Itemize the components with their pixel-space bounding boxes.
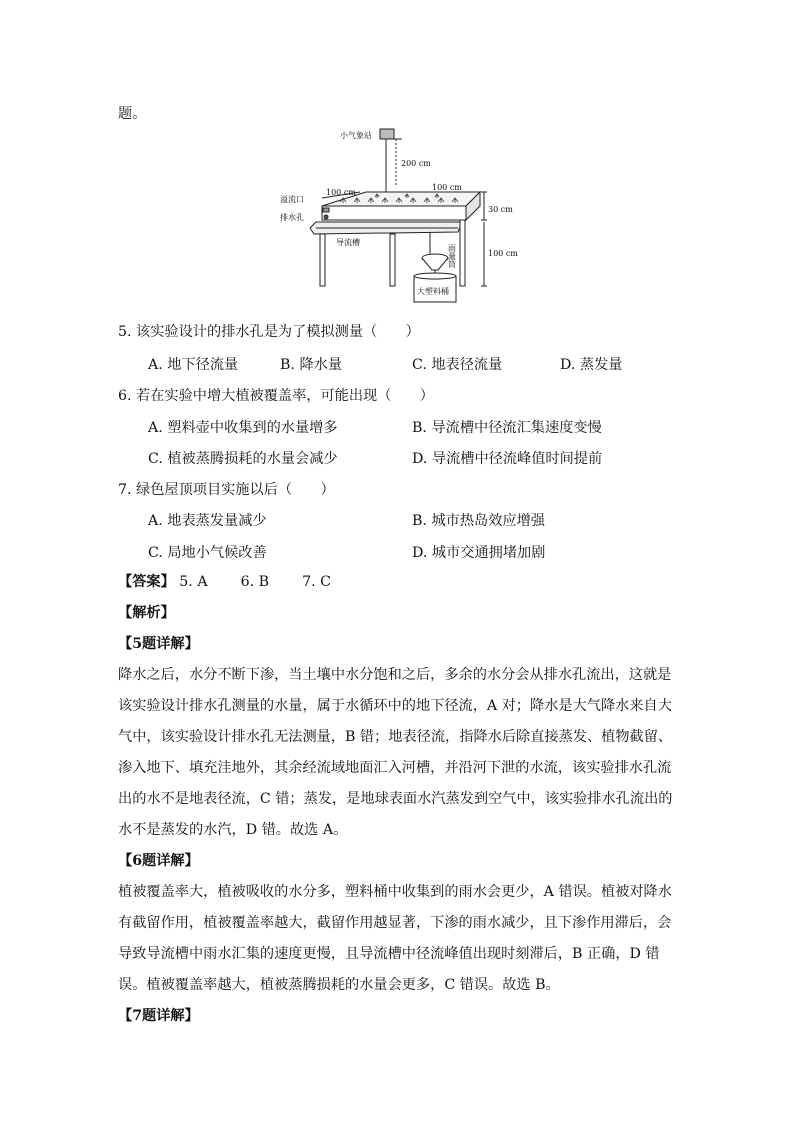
label-drain-hole: 排水孔 bbox=[280, 213, 304, 222]
answer-label: 【答案】 bbox=[118, 574, 175, 590]
q5-option-d: D. 蒸发量 bbox=[560, 357, 623, 373]
q6-detail-line: 植被覆盖率大，植被吸收的水分多，塑料桶中收集到的雨水会更少，A 错误。植被对降水 bbox=[118, 884, 672, 900]
answer-row bbox=[118, 572, 331, 592]
q7-option-a: A. 地表蒸发量减少 bbox=[148, 513, 267, 529]
answer-item-5: 5. A bbox=[179, 574, 208, 590]
q5-option-c: C. 地表径流量 bbox=[412, 357, 503, 373]
experiment-diagram bbox=[270, 124, 530, 312]
label-rain-gauge: 雨量筒 bbox=[447, 244, 457, 268]
drain-hole bbox=[324, 215, 328, 219]
label-overflow-outlet: 溢流口 bbox=[280, 195, 304, 204]
q5-detail-line: 水不是蒸发的水汽，D 错。故选 A。 bbox=[118, 822, 348, 838]
q6-detail-title: 【6题详解】 bbox=[118, 853, 199, 869]
label-plastic-bucket: 大塑料桶 bbox=[417, 287, 449, 296]
analysis-label: 【解析】 bbox=[118, 605, 175, 621]
question-7-stem: 7. 绿色屋顶项目实施以后（ ） bbox=[118, 482, 335, 498]
q6-option-b: B. 导流槽中径流汇集速度变慢 bbox=[412, 420, 602, 436]
leg-back-right bbox=[460, 220, 465, 286]
q6-detail-line: 导致导流槽中雨水汇集的速度更慢，且导流槽中径流峰值出现时刻滞后，B 正确，D 错 bbox=[118, 946, 660, 962]
q5-detail-line: 该实验设计排水孔测量的水量，属于水循环中的地下径流，A 对；降水是大气降水来自大 bbox=[118, 698, 672, 714]
label-height-200: 200 cm bbox=[401, 159, 431, 168]
q6-detail-line: 误。植被覆盖率越大，植被蒸腾损耗的水量会更多，C 错误。故选 B。 bbox=[118, 977, 560, 993]
q5-detail-line: 降水之后，水分不断下渗，当土壤中水分饱和之后，多余的水分会从排水孔流出，这就是 bbox=[118, 667, 672, 683]
q5-detail-line: 渗入地下、填充洼地外，其余经流域地面汇入河槽，并沿河下泄的水流，该实验排水孔流 bbox=[118, 760, 672, 776]
q6-detail-line: 有截留作用，植被覆盖率越大，截留作用越显著，下渗的雨水减少，且下渗作用滞后，会 bbox=[118, 915, 672, 931]
question-6-stem: 6. 若在实验中增大植被覆盖率，可能出现（ ） bbox=[118, 388, 434, 404]
leg-front-right bbox=[390, 234, 395, 286]
question-5-stem: 5. 该实验设计的排水孔是为了模拟测量（ ） bbox=[118, 324, 420, 340]
label-width-left: 100 cm bbox=[326, 188, 356, 197]
q7-option-c: C. 局地小气候改善 bbox=[148, 545, 267, 561]
q5-detail-line: 气中，该实验设计排水孔无法测量，B 错；地表径流，指降水后除直接蒸发、植物截留、 bbox=[118, 729, 673, 745]
q5-option-a: A. 地下径流量 bbox=[148, 357, 239, 373]
label-width-right: 100 cm bbox=[432, 183, 462, 192]
q5-option-b: B. 降水量 bbox=[280, 357, 343, 373]
label-depth-30: 30 cm bbox=[488, 205, 513, 214]
q6-option-a: A. 塑料壶中收集到的水量增多 bbox=[148, 420, 338, 436]
label-weather-station: 小气象站 bbox=[340, 131, 372, 140]
q5-detail-title: 【5题详解】 bbox=[118, 636, 199, 652]
label-leg-100: 100 cm bbox=[488, 249, 518, 258]
q6-option-c: C. 植被蒸腾损耗的水量会减少 bbox=[148, 451, 338, 467]
q7-option-d: D. 城市交通拥堵加剧 bbox=[412, 545, 546, 561]
label-guide-trough: 导流槽 bbox=[336, 238, 360, 247]
answer-item-6: 6. B bbox=[240, 574, 270, 590]
q7-detail-title: 【7题详解】 bbox=[118, 1008, 199, 1024]
q5-detail-line: 出的水不是地表径流，C 错；蒸发，是地球表面水汽蒸发到空气中，该实验排水孔流出的 bbox=[118, 791, 673, 807]
answer-item-7: 7. C bbox=[302, 574, 332, 590]
weather-station-box bbox=[380, 129, 394, 139]
q7-option-b: B. 城市热岛效应增强 bbox=[412, 513, 545, 529]
overflow-outlet bbox=[323, 208, 329, 212]
planting-box-front bbox=[322, 206, 466, 220]
lead-fragment: 题。 bbox=[118, 106, 147, 122]
q6-option-d: D. 导流槽中径流峰值时间提前 bbox=[412, 451, 603, 467]
leg-front-left bbox=[320, 234, 325, 286]
